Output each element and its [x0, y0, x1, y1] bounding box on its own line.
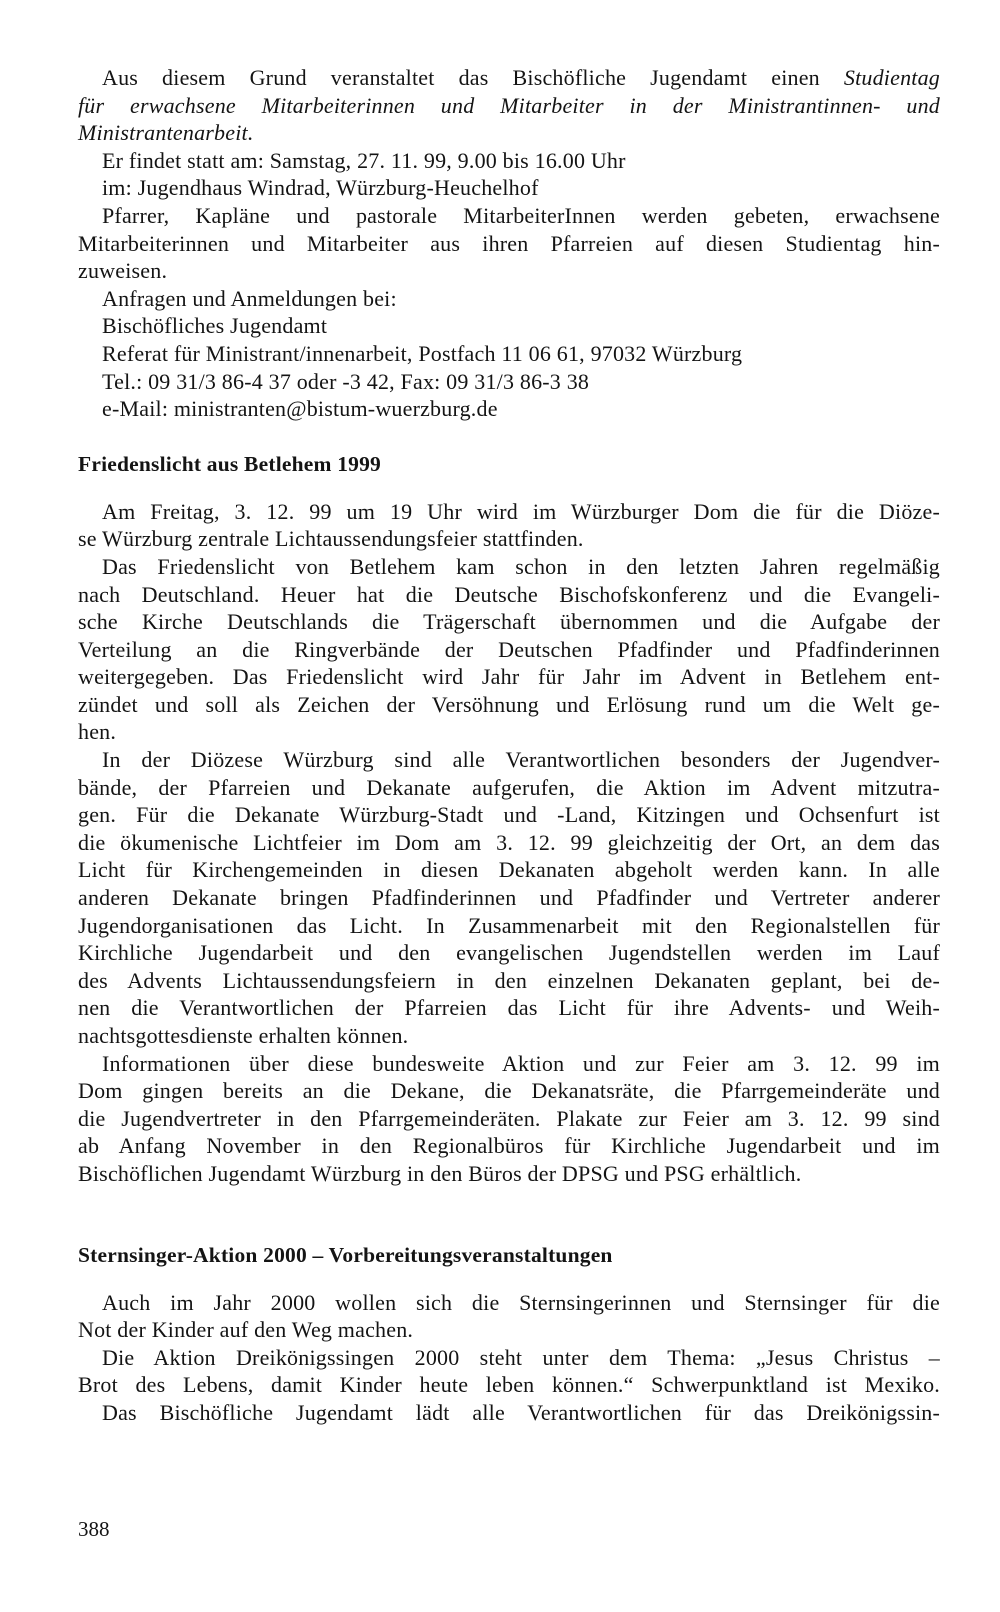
- text-run: Verteilung an die Ringverbände der Deutschen Pfadfinder und Pfadfinderinnen: [78, 636, 940, 662]
- italic-text: Studientag: [843, 65, 940, 90]
- text-run: Brot des Lebens, damit Kinder heute leben können.“ Schwerpunktland ist Mexiko.: [78, 1372, 940, 1398]
- text-line: [78, 746, 940, 774]
- text-line: [78, 636, 940, 664]
- text-run: Licht für Kirchengemeinden in diesen Dekanaten abgeholt werden kann. In alle: [78, 857, 940, 883]
- text-line: [78, 856, 940, 884]
- text-run: Aus diesem Grund veranstaltet das Bischöfliche Jugendamt einen: [102, 65, 844, 90]
- heading-sternsinger: Sternsinger-Aktion 2000 – Vorbereitungsveranstaltungen: [78, 1242, 613, 1267]
- page-number: 388: [78, 1517, 110, 1541]
- text-run: Auch im Jahr 2000 wollen sich die Sternsingerinnen und Sternsinger für die: [102, 1289, 940, 1315]
- text-line: [78, 581, 940, 609]
- text-run: se Würzburg zentrale Lichtaussendungsfeier stattfinden.: [78, 526, 584, 552]
- text-line: [78, 230, 940, 258]
- text-run: Tel.: 09 31/3 86-4 37 oder -3 42, Fax: 09 31/3 86-3 38: [102, 368, 590, 394]
- text-line: [78, 553, 940, 581]
- text-line: [78, 64, 940, 92]
- text-line: [78, 801, 940, 829]
- text-line: [78, 147, 940, 175]
- text-run: nach Deutschland. Heuer hat die Deutsche Bischofskonferenz und die Evangeli-: [78, 581, 940, 607]
- text-run: Bischöflichen Jugendamt Würzburg in den Büros der DPSG und PSG erhältlich.: [78, 1160, 802, 1186]
- text-line: [78, 1289, 940, 1317]
- text-run: Jugendorganisationen das Licht. In Zusammenarbeit mit den Regionalstellen für: [78, 912, 940, 938]
- text-line: [78, 1077, 940, 1105]
- text-line: [78, 119, 940, 147]
- text-line: [78, 994, 940, 1022]
- heading-friedenslicht: Friedenslicht aus Betlehem 1999: [78, 451, 381, 476]
- text-line: [78, 525, 940, 553]
- text-run: die ökumenische Lichtfeier im Dom am 3. 12. 99 gleichzeitig der Ort, an dem das: [78, 829, 940, 855]
- text-run: In der Diözese Würzburg sind alle Verantwortlichen besonders der Jugendver-: [102, 747, 940, 773]
- sternsinger-paragraphs: [78, 1289, 940, 1427]
- text-line: [78, 774, 940, 802]
- text-run: Die Aktion Dreikönigssingen 2000 steht unter dem Thema: „Jesus Christus –: [102, 1344, 940, 1370]
- text-line: [78, 663, 940, 691]
- text-run: gen. Für die Dekanate Würzburg-Stadt und -Land, Kitzingen und Ochsenfurt ist: [78, 802, 940, 828]
- text-line: [78, 498, 940, 526]
- friedenslicht-paragraphs: [78, 498, 940, 1188]
- text-run: e-Mail: ministranten@bistum-wuerzburg.de: [102, 396, 498, 422]
- text-line: [78, 1160, 940, 1188]
- text-run: ab Anfang November in den Regionalbüros für Kirchliche Jugendarbeit und im: [78, 1133, 940, 1159]
- text-run: nen die Verantwortlichen der Pfarreien das Licht für ihre Advents- und Weih-: [78, 995, 940, 1021]
- text-line: [78, 1022, 940, 1050]
- text-run: zündet und soll als Zeichen der Versöhnung und Erlösung rund um die Welt ge-: [78, 691, 940, 717]
- text-run: Er findet statt am: Samstag, 27. 11. 99, 9.00 bis 16.00 Uhr: [102, 147, 626, 173]
- italic-text: Ministrantenarbeit.: [78, 120, 254, 146]
- text-line: [78, 1316, 940, 1344]
- text-run: Kirchliche Jugendarbeit und den evangelischen Jugendstellen werden im Lauf: [78, 940, 940, 966]
- text-line: [78, 691, 940, 719]
- text-line: [78, 608, 940, 636]
- text-run: Das Bischöfliche Jugendamt lädt alle Verantwortlichen für das Dreikönigssin-: [102, 1399, 940, 1425]
- text-run: Anfragen und Anmeldungen bei:: [102, 285, 397, 311]
- text-line: [78, 257, 940, 285]
- text-line: [78, 912, 940, 940]
- text-line: [78, 1399, 940, 1427]
- text-line: [78, 1132, 940, 1160]
- intro-paragraphs: [78, 64, 940, 423]
- text-run: im: Jugendhaus Windrad, Würzburg-Heuchelhof: [102, 175, 539, 201]
- text-run: bände, der Pfarreien und Dekanate aufgerufen, die Aktion im Advent mitzutra-: [78, 774, 940, 800]
- text-run: Pfarrer, Kapläne und pastorale MitarbeiterInnen werden gebeten, erwachsene: [102, 202, 940, 228]
- text-run: Not der Kinder auf den Weg machen.: [78, 1317, 414, 1343]
- text-run: des Advents Lichtaussendungsfeiern in den einzelnen Dekanaten geplant, bei de-: [78, 967, 940, 993]
- text-run: Mitarbeiterinnen und Mitarbeiter aus ihren Pfarreien auf diesen Studientag hin-: [78, 230, 940, 256]
- text-run: Bischöfliches Jugendamt: [102, 313, 328, 339]
- text-run: sche Kirche Deutschlands die Trägerschaft übernommen und die Aufgabe der: [78, 609, 940, 635]
- text-line: [78, 92, 940, 120]
- text-run: die Jugendvertreter in den Pfarrgemeinderäten. Plakate zur Feier am 3. 12. 99 sind: [78, 1105, 940, 1131]
- text-line: [78, 884, 940, 912]
- text-line: [78, 202, 940, 230]
- text-line: [78, 312, 940, 340]
- text-line: [78, 967, 940, 995]
- text-run: Referat für Ministrant/innenarbeit, Postfach 11 06 61, 97032 Würzburg: [102, 340, 743, 366]
- italic-text: für erwachsene Mitarbeiterinnen und Mitarbeiter in der Ministrantinnen- und: [78, 92, 940, 118]
- text-run: anderen Dekanate bringen Pfadfinderinnen und Pfadfinder und Vertreter anderer: [78, 885, 940, 911]
- text-run: zuweisen.: [78, 258, 168, 284]
- document-page: [78, 64, 940, 1427]
- text-run: nachtsgottesdienste erhalten können.: [78, 1023, 409, 1048]
- text-line: [78, 718, 940, 746]
- text-line: [78, 174, 940, 202]
- text-line: [78, 829, 940, 857]
- text-line: [78, 285, 940, 313]
- text-line: [78, 368, 940, 396]
- text-line: [78, 340, 940, 368]
- text-run: Am Freitag, 3. 12. 99 um 19 Uhr wird im Würzburger Dom die für die Diöze-: [102, 498, 940, 524]
- text-run: weitergegeben. Das Friedenslicht wird Jahr für Jahr im Advent in Betlehem ent-: [78, 664, 940, 690]
- text-line: [78, 939, 940, 967]
- text-run: Informationen über diese bundesweite Aktion und zur Feier am 3. 12. 99 im: [102, 1050, 940, 1076]
- text-line: [78, 1371, 940, 1399]
- text-line: [78, 1050, 940, 1078]
- text-run: hen.: [78, 719, 117, 745]
- text-line: [78, 1105, 940, 1133]
- text-line: [78, 395, 940, 423]
- text-line: [78, 1344, 940, 1372]
- text-run: Das Friedenslicht von Betlehem kam schon in den letzten Jahren regelmäßig: [102, 553, 940, 579]
- text-run: Dom gingen bereits an die Dekane, die Dekanatsräte, die Pfarrgemeinderäte und: [78, 1078, 940, 1104]
